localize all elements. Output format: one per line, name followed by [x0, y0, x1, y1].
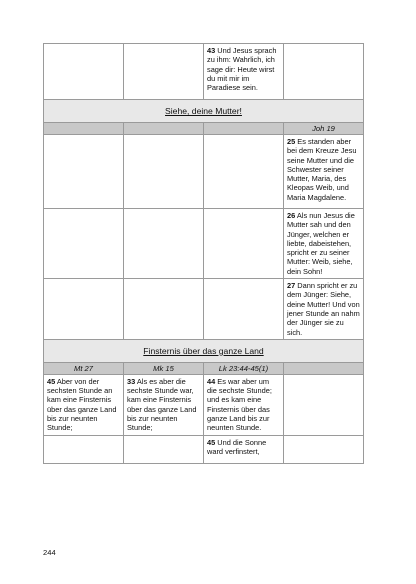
table-cell	[124, 374, 204, 435]
verse-text: Es war aber um die sechste Stunde; und es kam eine Finsternis über das ganze Land bis zur neunten Stunde.	[207, 376, 272, 433]
verse-number: 43	[207, 46, 216, 55]
synopsis-table	[43, 43, 364, 464]
page-number: 244	[43, 548, 56, 557]
verse-number: 27	[287, 281, 296, 291]
reference-row	[44, 362, 364, 374]
table-cell	[124, 279, 204, 340]
table-row	[44, 435, 364, 463]
table-row	[44, 209, 364, 279]
table-cell	[284, 435, 364, 463]
table-cell	[44, 135, 124, 209]
table-cell	[284, 44, 364, 100]
gospel-reference: Joh 19	[284, 123, 364, 135]
table-cell	[204, 435, 284, 463]
verse-number: 45	[207, 437, 216, 447]
section-heading-row	[44, 100, 364, 123]
table-row	[44, 279, 364, 340]
verse-text: Als nun Jesus die Mutter sah und den Jünger, welchen er liebte, dabeistehen, spricht er zu seiner Mutter: Weib, siehe, dein Sohn!	[287, 211, 355, 276]
gospel-reference	[124, 123, 204, 135]
table-row	[44, 44, 364, 100]
gospel-reference: Mk 15	[124, 362, 204, 374]
gospel-reference: Lk 23:44-45(1)	[204, 362, 284, 374]
table-cell	[204, 374, 284, 435]
section-heading	[44, 100, 364, 123]
table-cell	[44, 374, 124, 435]
table-cell	[284, 279, 364, 340]
table-cell	[204, 209, 284, 279]
table-cell	[44, 44, 124, 100]
verse-text: Dann spricht er zu dem Jünger: Siehe, deine Mutter! Und von jener Stunde an nahm der Jünger sie zu sich.	[287, 281, 360, 337]
table-cell	[284, 209, 364, 279]
verse-number: 44	[207, 376, 216, 386]
verse-text: Aber von der sechsten Stunde an kam eine Finsternis über das ganze Land bis zur neunten Stunde;	[47, 376, 117, 433]
gospel-reference	[284, 362, 364, 374]
table-cell	[204, 44, 284, 100]
section-title: Finsternis über das ganze Land	[143, 345, 264, 356]
verse-number: 25	[287, 137, 296, 146]
verse-text: Es standen aber bei dem Kreuze Jesu seine Mutter und die Schwester seiner Mutter, Maria, des Kleopas Weib, und Maria Magdalene.	[287, 137, 357, 202]
gospel-reference: Mt 27	[44, 362, 124, 374]
table-cell	[284, 135, 364, 209]
table-cell	[124, 135, 204, 209]
table-cell	[44, 435, 124, 463]
table-cell	[44, 209, 124, 279]
table-cell	[124, 44, 204, 100]
verse-text: Und Jesus sprach zu ihm: Wahrlich, ich sage dir: Heute wirst du mit mir im Paradiese sein.	[207, 46, 277, 93]
verse-number: 33	[127, 376, 136, 386]
table-cell	[124, 435, 204, 463]
gospel-reference	[204, 123, 284, 135]
section-title: Siehe, deine Mutter!	[165, 106, 242, 116]
table-cell	[204, 135, 284, 209]
gospel-reference	[44, 123, 124, 135]
verse-text: Und die Sonne ward verfinstert,	[207, 437, 267, 456]
section-heading	[44, 339, 364, 362]
verse-number: 26	[287, 211, 296, 220]
verse-text: Als es aber die sechste Stunde war, kam eine Finsternis über das ganze Land bis zur neunten Stunde;	[127, 376, 197, 433]
table-row	[44, 374, 364, 435]
table-cell	[44, 279, 124, 340]
table-cell	[124, 209, 204, 279]
table-cell	[284, 374, 364, 435]
section-heading-row	[44, 339, 364, 362]
table-cell	[204, 279, 284, 340]
verse-number: 45	[47, 376, 56, 386]
reference-row	[44, 123, 364, 135]
table-row	[44, 135, 364, 209]
